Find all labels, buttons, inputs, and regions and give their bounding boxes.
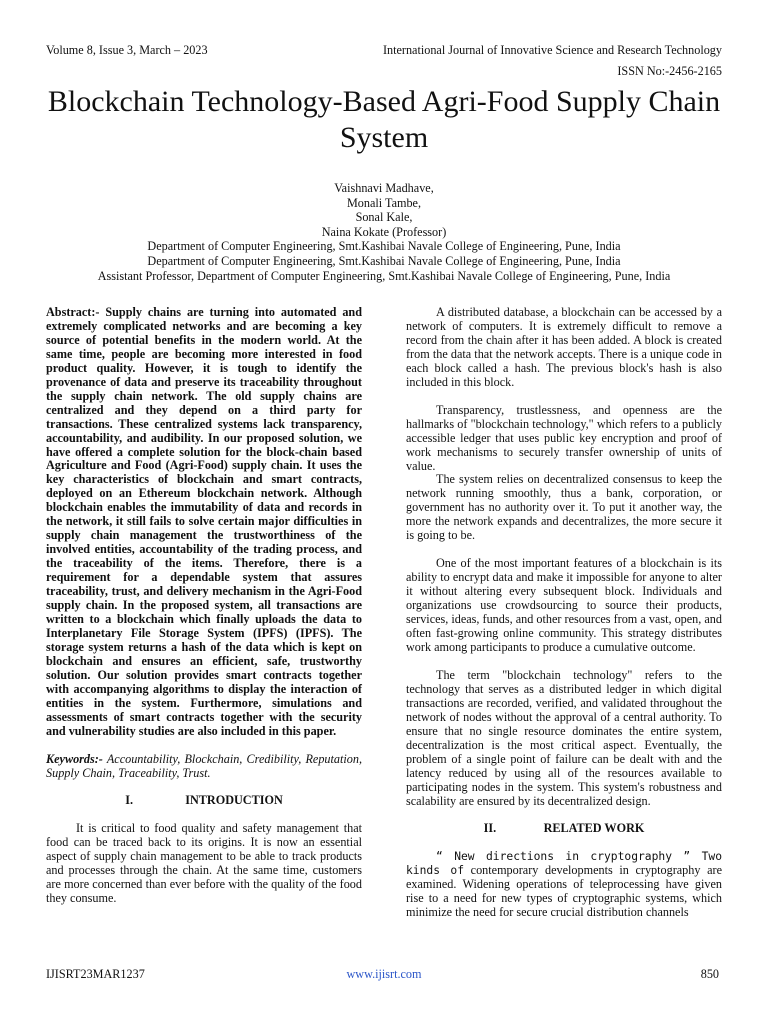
section-heading-introduction bbox=[46, 794, 362, 808]
right-column bbox=[406, 306, 722, 920]
section-title: INTRODUCTION bbox=[185, 793, 283, 808]
keywords-label: Keywords:- bbox=[46, 751, 103, 766]
section-heading-related-work bbox=[406, 822, 722, 836]
affiliation: Department of Computer Engineering, Smt.Kashibai Navale College of Engineering, Pune, India bbox=[147, 239, 621, 254]
paper-id: IJISRT23MAR1237 bbox=[46, 967, 145, 981]
author-name: Naina Kokate (Professor) bbox=[321, 224, 447, 239]
volume-issue: Volume 8, Issue 3, March – 2023 bbox=[46, 43, 208, 57]
intro-paragraph: It is critical to food quality and safety management that food can be traced back to its origins. It is now an essential aspect of supply chain management to be able to track products and processes through the chain. At the same time, customers are more concerned than ever before with the quality of the food they consume. bbox=[46, 821, 362, 906]
abstract bbox=[46, 306, 362, 739]
keywords-text: Accountability, Blockchain, Credibility, Reputation, Supply Chain, Traceability, Trust. bbox=[46, 751, 362, 780]
journal-link[interactable]: www.ijisrt.com bbox=[346, 967, 422, 981]
related-paragraph bbox=[406, 850, 722, 920]
affiliation: Department of Computer Engineering, Smt.Kashibai Navale College of Engineering, Pune, India bbox=[147, 253, 621, 268]
author-name: Monali Tambe, bbox=[346, 195, 422, 210]
abstract-label: Abstract:- bbox=[46, 305, 100, 319]
body-paragraph: Transparency, trustlessness, and openness are the hallmarks of "blockchain technology," which refers to a publicly accessible ledger that uses public key encryption and proof of work mechanisms to securely transfer ownership of units of value. bbox=[406, 402, 722, 473]
issn: ISSN No:-2456-2165 bbox=[617, 64, 722, 78]
footer-center bbox=[0, 967, 768, 982]
author-name: Vaishnavi Madhave, bbox=[334, 181, 434, 195]
page-number: 850 bbox=[700, 967, 719, 981]
body-paragraph: The system relies on decentralized consensus to keep the network running smoothly, thus a bank, corporation, or government has no authority over it. To put it another way, the more the network expands and decentralizes, the more secure it is going to be. bbox=[406, 472, 722, 543]
section-title: RELATED WORK bbox=[543, 821, 645, 836]
author-name: Sonal Kale, bbox=[355, 210, 413, 225]
paper-title: Blockchain Technology-Based Agri-Food Supply Chain System bbox=[47, 85, 721, 154]
body-paragraph: A distributed database, a blockchain can be accessed by a network of computers. It is extremely difficult to remove a record from the chain after it has been added. A block is created from the data that the network accepts. There is a unique code in each block called a hash. The previous block's hash is also included in this block. bbox=[406, 305, 722, 389]
section-number: II. bbox=[483, 821, 497, 836]
affiliation: Assistant Professor, Department of Computer Engineering, Smt.Kashibai Navale College of Engineering, Pune, India bbox=[97, 268, 671, 283]
cited-title: “ New directions in cryptography ” Two kinds of bbox=[406, 850, 722, 878]
body-paragraph: One of the most important features of a blockchain is its ability to encrypt data and make it impossible for anyone to alter it without altering every subsequent block. Individuals and organizations use crowdsourcing to source their products, services, ideas, funds, and other resources from a vast, open, and often fast-growing online community. This strategy distributes work among participants to produce a cumulative outcome. bbox=[406, 556, 722, 654]
author-block bbox=[20, 181, 748, 283]
left-column bbox=[46, 306, 362, 906]
section-number: I. bbox=[125, 793, 134, 808]
abstract-text: Supply chains are turning into automated and extremely complicated networks and are becoming a key source of potential benefits in the modern world. At the same time, people are becoming more interested in food product quality. However, it is tough to identify the provenance of data and preserve its traceability throughout the supply chain network. The old supply chains are centralized and they depend on a third party for transactions. These centralized systems lack transparency, accountability, and audibility. In our proposed solution, we have offered a complete solution for the block-chain based Agriculture and Food (Agri-Food) supply chain. It uses the key characteristics of blockchain and smart contracts, deployed on an Ethereum blockchain network. Although blockchain enables the immutability of data and records in the network, it still fails to solve certain major difficulties in supply chain management the trustworthiness of the involved entities, accountability of the trading process, and the traceability of the items. Therefore, there is a requirement for a dependable system that assures traceability, trust, and delivery mechanism in the Agri-Food supply chain. In the proposed system, all transactions are written to a blockchain which finally uploads the data to Interplanetary File Storage System (IPFS) (IPFS). The storage system returns a hash of the data which is kept on blockchain and ensures an efficient, safe, trustworthy solution. Our solution provides smart contracts together with accompanying algorithms to display the interaction of entities in the system. Furthermore, simulations and assessments of smart contracts together with the security and vulnerability studies are also included in this paper. bbox=[46, 305, 362, 738]
keywords bbox=[46, 753, 362, 781]
journal-name: International Journal of Innovative Science and Research Technology bbox=[382, 43, 722, 57]
related-text: contemporary developments in cryptography are examined. Widening operations of teleprocessing have given rise to a need for new types of cryptographic systems, which minimize the need for secure crucial distribution channels bbox=[406, 863, 722, 920]
body-paragraph: The term "blockchain technology" refers to the technology that serves as a distributed ledger in which digital transactions are recorded, verified, and validated throughout the network of nodes without the approval of a central authority. To ensure that no single resource dominates the entire system, decentralization is the most critical aspect. Eventually, the problem of a single point of failure can be dealt with and the latency reduced by using all of the resources available to participating nodes in the system. This system's robustness and scalability are ensured by its decentralized design. bbox=[406, 667, 722, 808]
